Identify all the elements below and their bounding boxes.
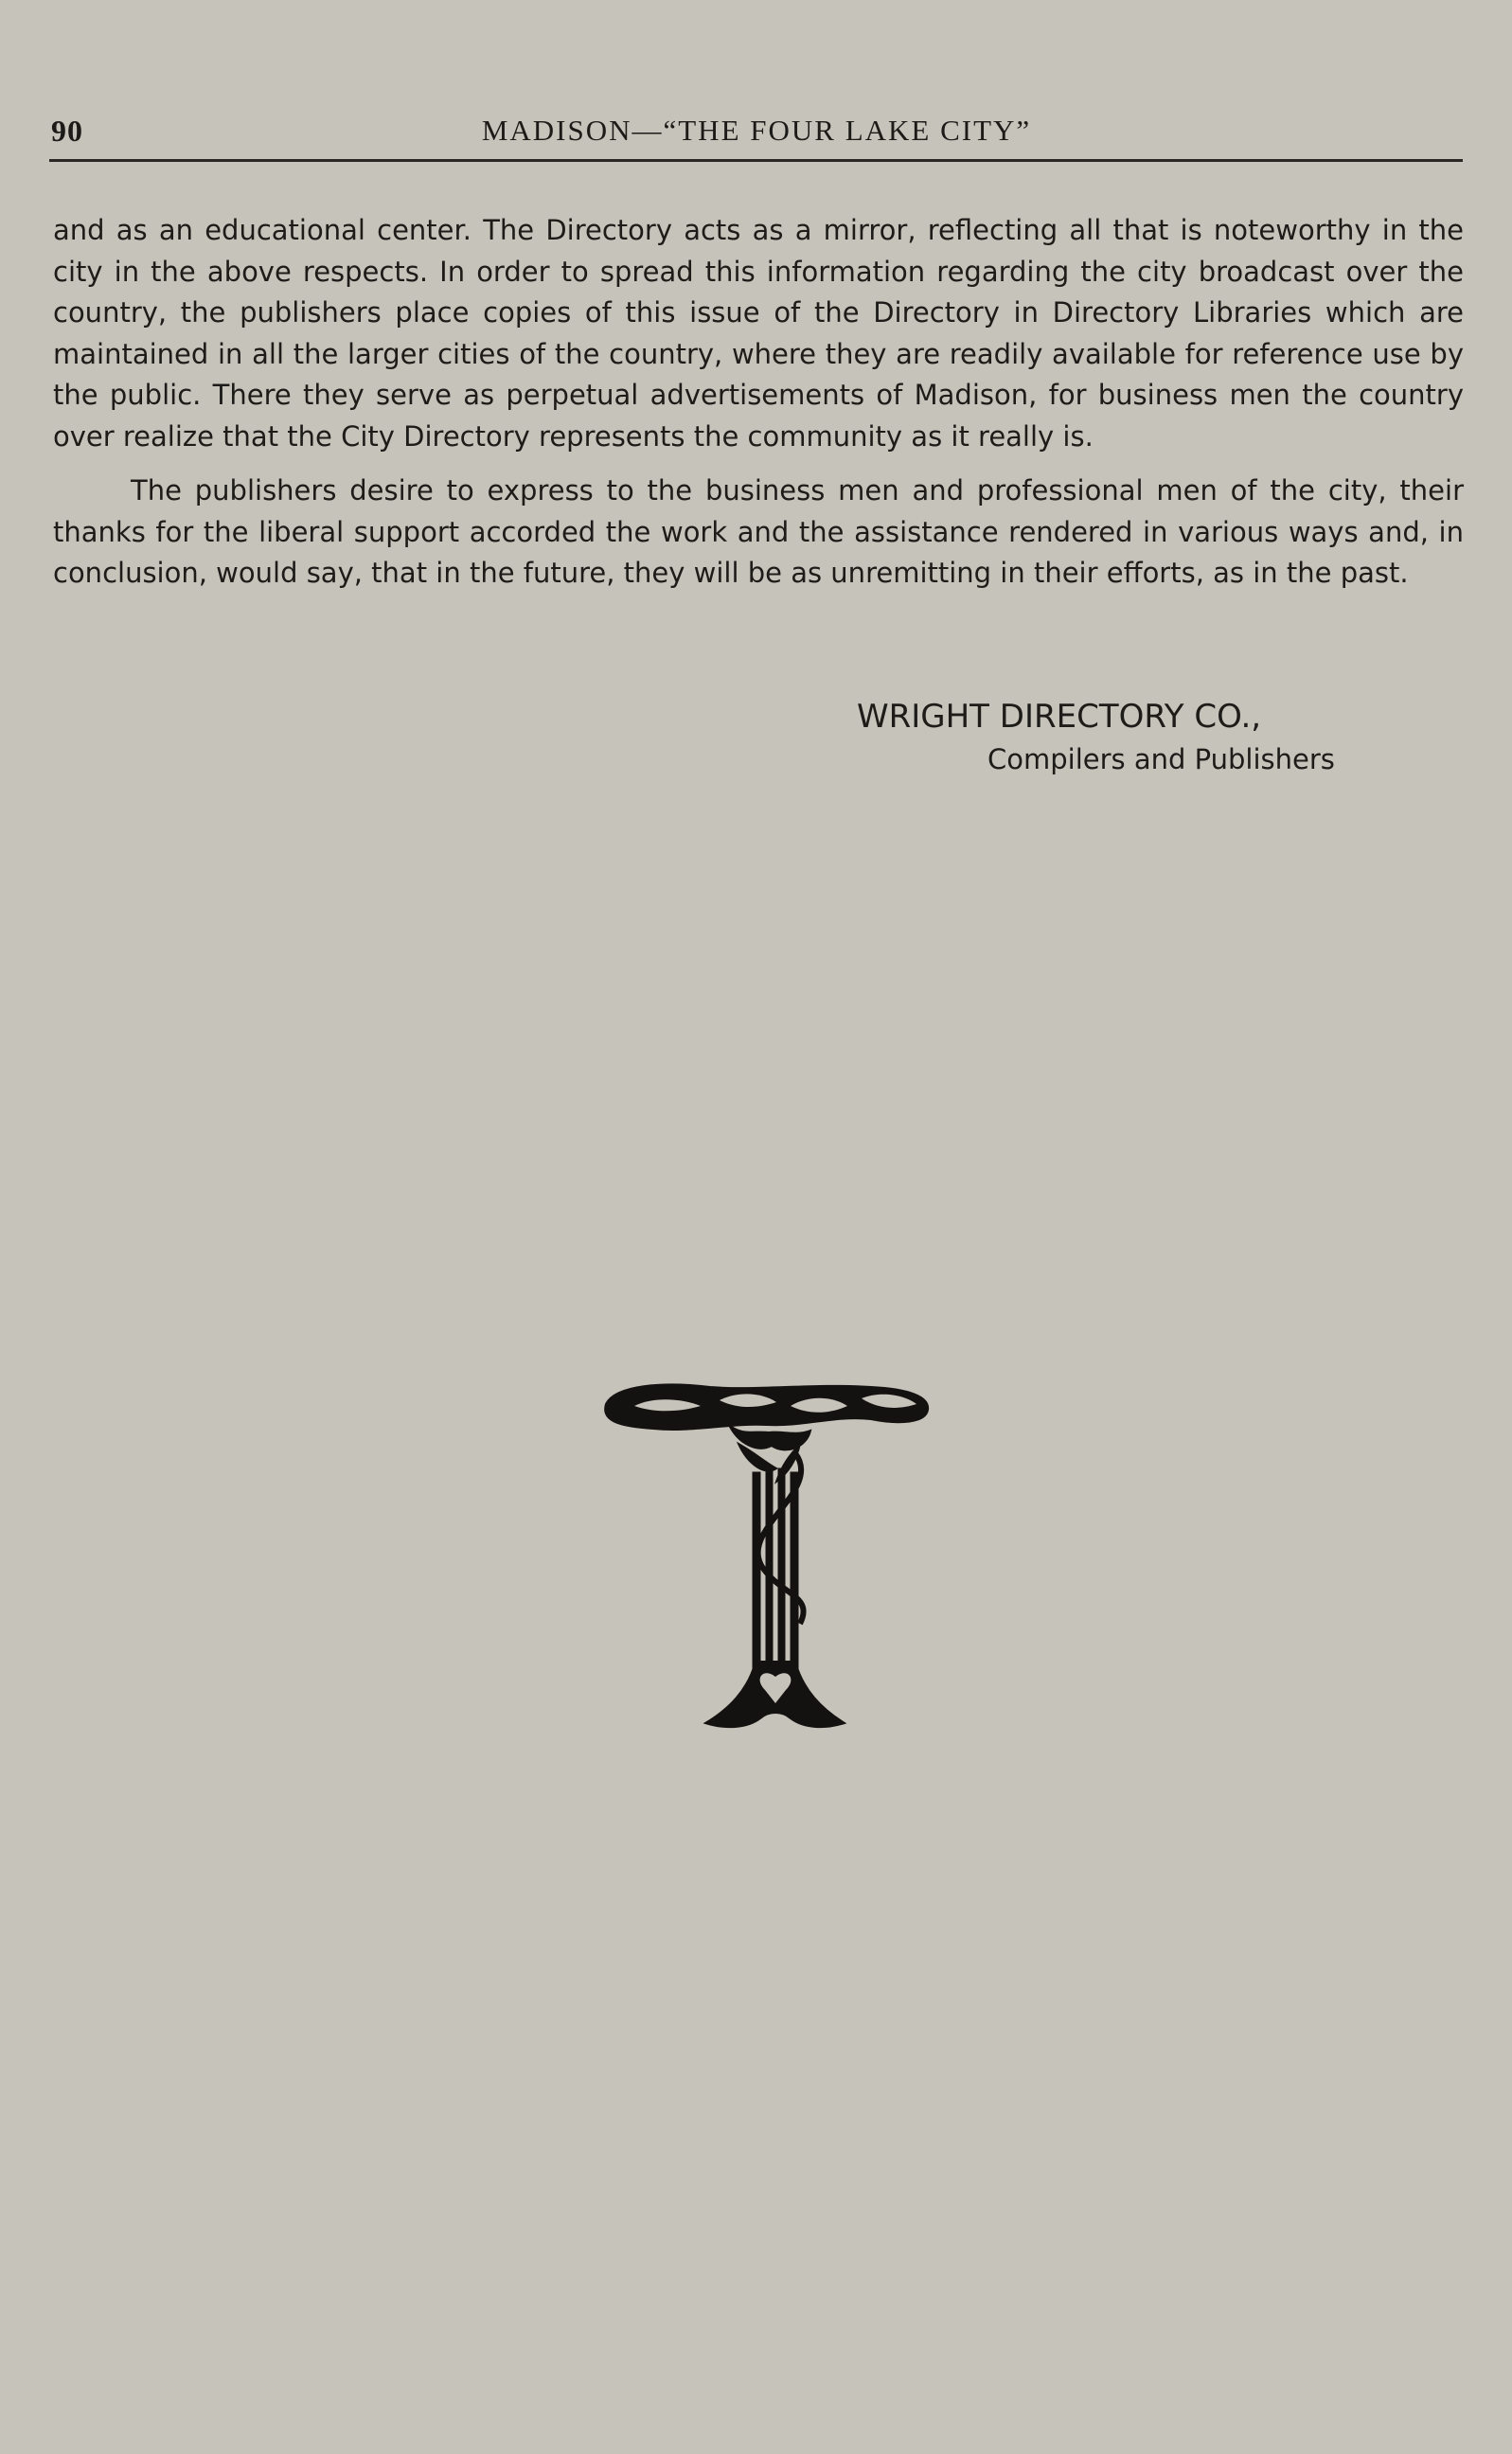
page-header [51, 106, 1462, 153]
paragraph-1: and as an educational center. The Directory acts as a mirror, reflecting all that is noteworthy in the city in the above respects. In order to spread this information regarding the city broadcast over the country, the publishers place copies of this issue of the Directory in Directory Libraries which are maintained in all the larger cities of the country, where they are readily available for reference use by the public. There they serve as perpetual advertisements of Madison, for business men the country over realize that the City Directory represents the community as it really is. [53, 214, 1464, 453]
paragraph-2: The publishers desire to express to the business men and professional men of the city, their thanks for the liberal support accorded the work and the assistance rendered in various ways and, in conclusion, would say, that in the future, they will be as unremitting in their efforts, as in the past. [53, 474, 1464, 589]
page-number: 90 [51, 114, 83, 148]
signature-block [857, 694, 1444, 779]
body-text [53, 210, 1464, 608]
header-rule [49, 159, 1463, 162]
tailpiece-ornament-icon [596, 1378, 937, 1733]
signature-role: Compilers and Publishers [987, 743, 1335, 775]
signature-company: WRIGHT DIRECTORY CO., [857, 698, 1262, 736]
running-title: MADISON—“THE FOUR LAKE CITY” [481, 114, 1032, 147]
